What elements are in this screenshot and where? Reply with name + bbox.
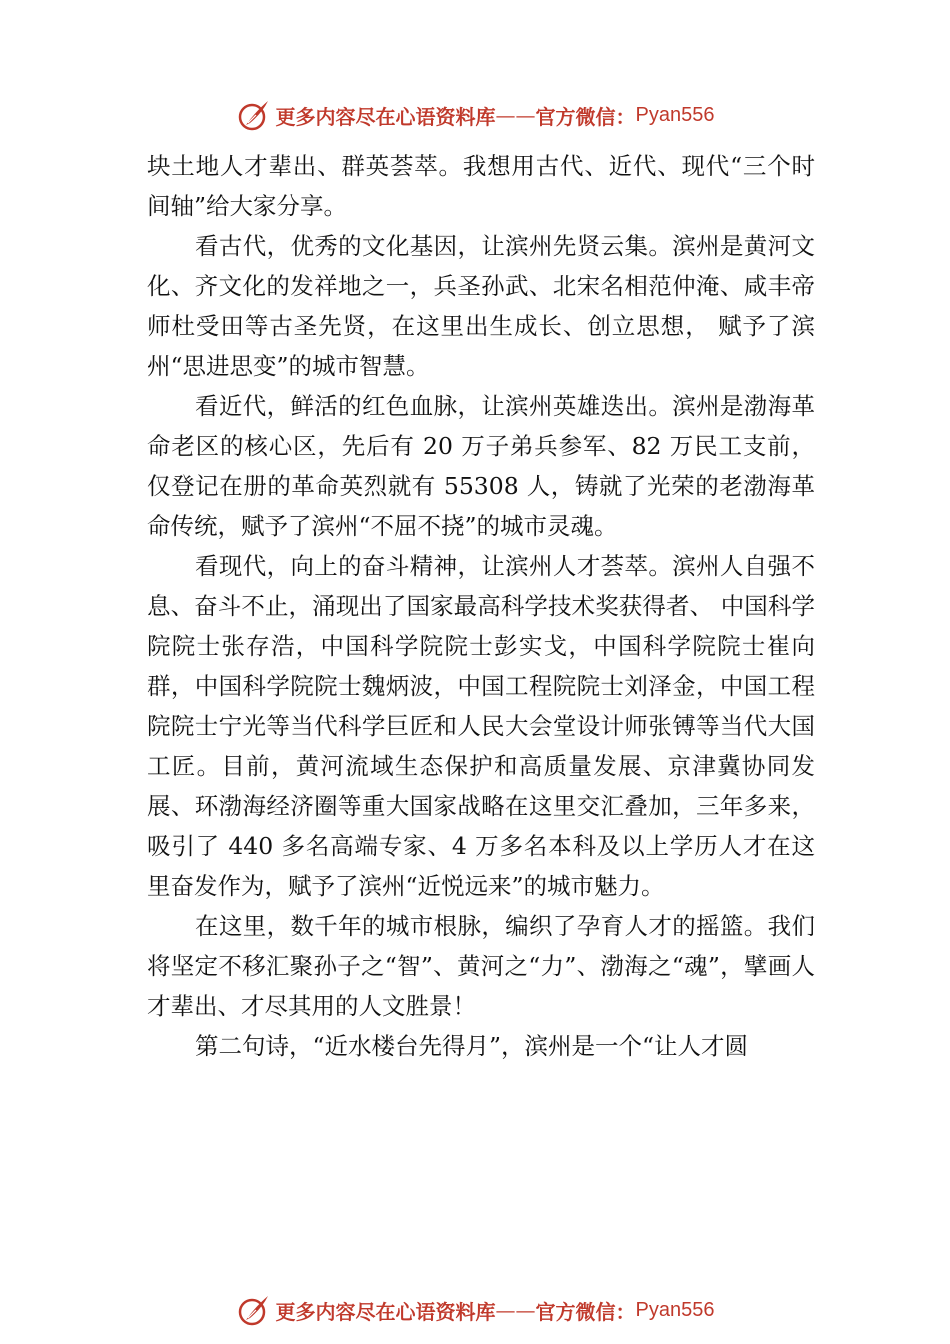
- banner-title: 更多内容尽在心语资料库: [275, 104, 496, 129]
- paragraph-5: 在这里，数千年的城市根脉，编织了孕育人才的摇篮。我们将坚定不移汇聚孙子之“智”、黄河之“力”、渤海之“魂”，擘画人才辈出、才尽其用的人文胜景！: [147, 912, 815, 1020]
- banner-wechat-label: 官方微信：: [535, 1299, 636, 1324]
- document-body: [147, 146, 815, 1066]
- paragraph-3: 看近代，鲜活的红色血脉，让滨州英雄迭出。滨州是渤海革命老区的核心区，先后有 20 万子弟兵参军、82 万民工支前，仅登记在册的革命英烈就有 55308 人，铸就了光荣的老渤海革命传统，赋予了滨州“不屈不挠”的城市灵魂。: [147, 392, 815, 540]
- header-banner: [0, 95, 950, 135]
- banner-wechat-id: Pyan556: [635, 1298, 715, 1321]
- paragraph-1: 块土地人才辈出、群英荟萃。我想用古代、近代、现代“三个时间轴”给大家分享。: [147, 152, 815, 220]
- paragraph-4: 看现代，向上的奋斗精神，让滨州人才荟萃。滨州人自强不息、奋斗不止，涌现出了国家最高科学技术奖获得者、 中国科学院院士张存浩，中国科学院院士彭实戈，中国科学院院士崔向群，中国科学院院士魏炳波，中国工程院院士刘泽金，中国工程院院士宁光等当代科学巨匠和人民大会堂设计师张镈等当代大国工匠。目前，黄河流域生态保护和高质量发展、京津冀协同发展、环渤海经济圈等重大国家战略在这里交汇叠加，三年多来，吸引了 440 多名高端专家、4 万多名本科及以上学历人才在这里奋发作为，赋予了滨州“近悦远来”的城市魅力。: [147, 552, 815, 900]
- paragraph-6: 第二句诗，“近水楼台先得月”，滨州是一个“让人才圆: [195, 1032, 749, 1060]
- quill-logo-icon: [236, 97, 272, 133]
- paragraph-2: 看古代，优秀的文化基因，让滨州先贤云集。滨州是黄河文化、齐文化的发祥地之一，兵圣孙武、北宋名相范仲淹、咸丰帝师杜受田等古圣先贤，在这里出生成长、创立思想， 赋予了滨州“思进思变”的城市智慧。: [147, 232, 815, 380]
- banner-dash: ——: [495, 103, 536, 127]
- footer-banner: [0, 1290, 950, 1330]
- banner-dash: ——: [495, 1298, 536, 1322]
- banner-wechat-id: Pyan556: [635, 103, 715, 126]
- quill-logo-icon: [236, 1292, 272, 1328]
- banner-title: 更多内容尽在心语资料库: [275, 1299, 496, 1324]
- banner-wechat-label: 官方微信：: [535, 104, 636, 129]
